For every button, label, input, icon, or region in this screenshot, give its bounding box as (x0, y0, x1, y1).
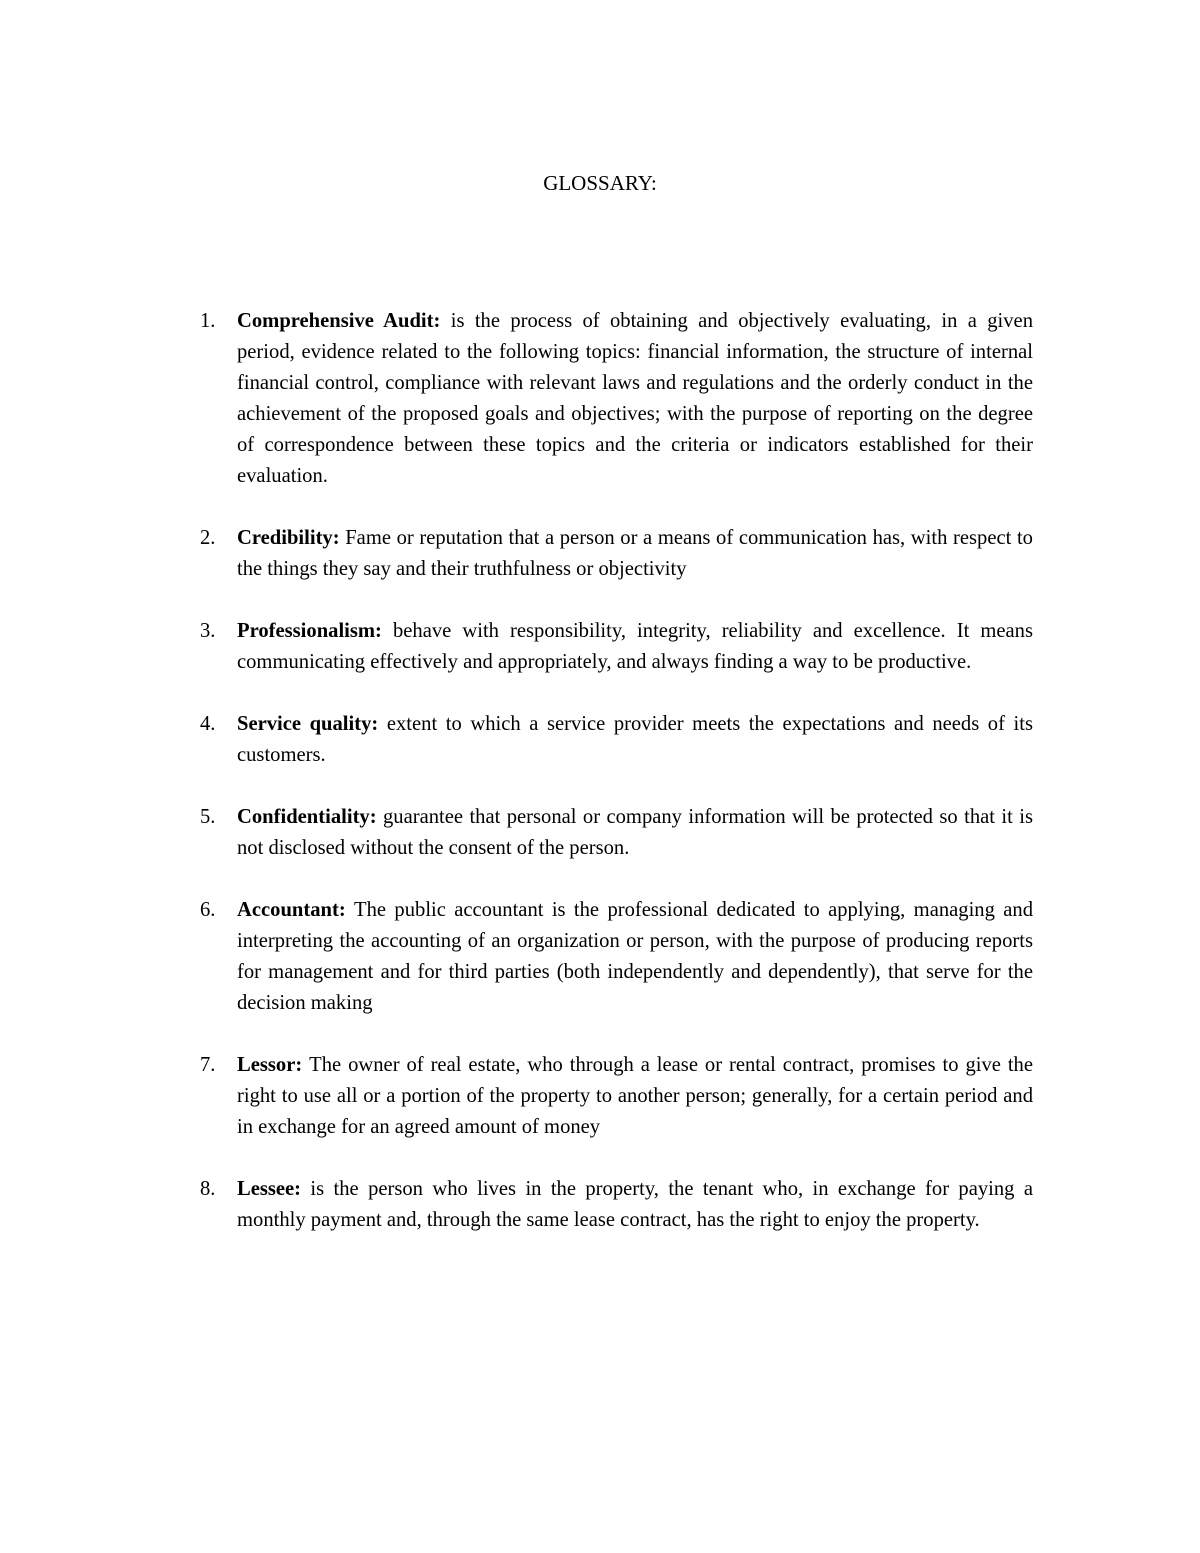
entry-number: 3. (200, 620, 216, 642)
glossary-entry-confidentiality (200, 802, 1033, 864)
entry-term: Credibility: (237, 527, 346, 549)
entry-number: 1. (200, 310, 216, 332)
entry-term: Comprehensive Audit: (237, 310, 451, 332)
entry-term: Lessor: (237, 1054, 310, 1076)
entry-number: 7. (200, 1054, 216, 1076)
entry-term: Professionalism: (237, 620, 393, 642)
entry-definition: behave with responsibility, integrity, reliability and excellence. It means communicating effectively and appropriately, and always finding a way to be productive. (237, 620, 1033, 673)
entry-term: Accountant: (237, 899, 355, 921)
entry-definition: is the process of obtaining and objectively evaluating, in a given period, evidence related to the following topics: financial information, the structure of internal financial control, compliance with relevant laws and regulations and the orderly conduct in the achievement of the proposed goals and objectives; with the purpose of reporting on the degree of correspondence between these topics and the criteria or indicators established for their evaluation. (237, 310, 1033, 487)
glossary-entry-accountant (200, 895, 1033, 1019)
entry-number: 6. (200, 899, 216, 921)
entry-number: 5. (200, 806, 216, 828)
glossary-entry-lessor (200, 1050, 1033, 1143)
entry-definition: guarantee that personal or company information will be protected so that it is not disclosed without the consent of the person. (237, 806, 1033, 859)
glossary-entry-professionalism (200, 616, 1033, 678)
entry-definition: extent to which a service provider meets the expectations and needs of its customers. (237, 713, 1033, 766)
entry-term: Confidentiality: (237, 806, 383, 828)
document-title: GLOSSARY: (543, 171, 657, 195)
glossary-list (200, 306, 1033, 1267)
entry-number: 4. (200, 713, 216, 735)
glossary-entry-lessee (200, 1174, 1033, 1236)
entry-definition: The public accountant is the professional dedicated to applying, managing and interpreting the accounting of an organization or person, with the purpose of producing reports for management and for third parties (both independently and dependently), that serve for the decision making (237, 899, 1033, 1014)
entry-definition: Fame or reputation that a person or a means of communication has, with respect to the things they say and their truthfulness or objectivity (237, 527, 1033, 580)
entry-number: 2. (200, 527, 216, 549)
entry-number: 8. (200, 1178, 216, 1200)
entry-term: Service quality: (237, 713, 387, 735)
entry-definition: is the person who lives in the property, the tenant who, in exchange for paying a monthly payment and, through the same lease contract, has the right to enjoy the property. (237, 1178, 1033, 1231)
entry-term: Lessee: (237, 1178, 311, 1200)
entry-definition: The owner of real estate, who through a lease or rental contract, promises to give the right to use all or a portion of the property to another person; generally, for a certain period and in exchange for an agreed amount of money (237, 1054, 1033, 1138)
glossary-entry-comprehensive-audit (200, 306, 1033, 492)
glossary-entry-service-quality (200, 709, 1033, 771)
glossary-entry-credibility (200, 523, 1033, 585)
